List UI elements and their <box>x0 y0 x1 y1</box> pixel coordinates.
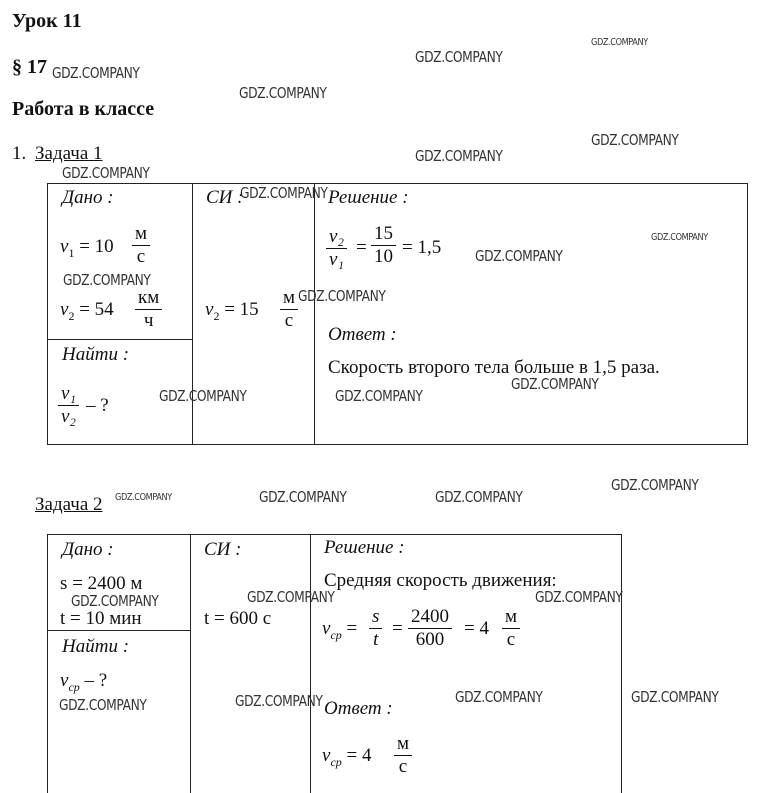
task1-title: Задача 1 <box>35 143 103 164</box>
task2-formula-values: $\frac{2400}{600}$ <box>408 606 452 651</box>
watermark: GDZ.COMPANY <box>455 688 543 706</box>
watermark: GDZ.COMPANY <box>475 247 563 265</box>
task2-time: t = 10 мин <box>60 608 142 629</box>
watermark: GDZ.COMPANY <box>239 84 327 102</box>
watermark: GDZ.COMPANY <box>591 37 648 48</box>
watermark: GDZ.COMPANY <box>611 476 699 494</box>
watermark: GDZ.COMPANY <box>415 48 503 66</box>
watermark: GDZ.COMPANY <box>631 688 719 706</box>
task2-si-value: t = 600 с <box>204 608 272 629</box>
watermark: GDZ.COMPANY <box>259 488 347 506</box>
task2-solution-label: Решение : <box>324 537 405 558</box>
watermark: GDZ.COMPANY <box>415 147 503 165</box>
watermark: GDZ.COMPANY <box>115 492 172 503</box>
task2-formula-result: = 4 <box>464 618 489 639</box>
watermark: GDZ.COMPANY <box>59 696 147 714</box>
watermark: GDZ.COMPANY <box>298 287 386 305</box>
watermark: GDZ.COMPANY <box>159 387 247 405</box>
task1-solution-result: = 1,5 <box>402 237 442 258</box>
task1-find-fraction: $\frac{\text{v₁}}{\text{v₂}}$ <box>58 383 79 428</box>
task1-v1-unit: м с <box>132 223 150 268</box>
watermark: GDZ.COMPANY <box>63 271 151 289</box>
task1-number: 1. <box>12 143 27 164</box>
task2-formula-eq2: = <box>392 618 403 639</box>
watermark: GDZ.COMPANY <box>335 387 423 405</box>
section-title: Работа в классе <box>12 98 155 120</box>
task1-si-label: СИ : <box>206 187 244 208</box>
task1-answer-text: Скорость второго тела больше в 1,5 раза. <box>328 357 660 378</box>
task2-si-label: СИ : <box>204 539 242 560</box>
lesson-title: Урок 11 <box>12 10 82 32</box>
task1-si-value: $v_2 = 15$ <box>205 299 259 323</box>
task1-solution-fraction: $\frac{15}{10}$ <box>371 223 396 268</box>
task2-answer-unit: м с <box>394 733 412 778</box>
task1-v1: $v_1 = 10$ <box>60 236 114 260</box>
task1-answer-label: Ответ : <box>328 324 397 345</box>
task2-given-label: Дано : <box>62 539 114 560</box>
watermark: GDZ.COMPANY <box>52 64 140 82</box>
watermark: GDZ.COMPANY <box>535 588 623 606</box>
watermark: GDZ.COMPANY <box>62 164 150 182</box>
task2-find-label: Найти : <box>62 636 130 657</box>
task2-find: $v_{ср}$ – ? <box>60 670 108 694</box>
task1-solution-eq: = <box>356 237 367 258</box>
task2-formula-lhs: $v_{ср}$ = <box>322 618 358 642</box>
paragraph-number: § 17 <box>12 56 47 78</box>
task1-si-unit: м с <box>280 287 298 332</box>
task1-v2-unit: км ч <box>135 287 162 332</box>
watermark: GDZ.COMPANY <box>71 592 159 610</box>
task1-given-label: Дано : <box>62 187 114 208</box>
watermark: GDZ.COMPANY <box>235 692 323 710</box>
task1-find-tail: – ? <box>86 395 109 416</box>
task1-find-label: Найти : <box>62 344 130 365</box>
task2-formula-st: $\frac{s}{t}$ <box>369 606 382 651</box>
task1-solution-ratio: $\frac{\text{v₂}}{\text{v₁}}$ <box>326 226 347 271</box>
watermark: GDZ.COMPANY <box>591 131 679 149</box>
task1-solution-label: Решение : <box>328 187 409 208</box>
task1-v2: $v_2 = 54$ <box>60 299 114 323</box>
task2-formula-unit: м с <box>502 606 520 651</box>
watermark: GDZ.COMPANY <box>511 375 599 393</box>
task2-answer: $v_{ср} = 4$ <box>322 745 372 769</box>
watermark: GDZ.COMPANY <box>240 184 328 202</box>
task2-distance: s = 2400 м <box>60 573 143 594</box>
task2-title: Задача 2 <box>35 494 103 515</box>
watermark: GDZ.COMPANY <box>651 232 708 243</box>
watermark: GDZ.COMPANY <box>435 488 523 506</box>
task2-answer-label: Ответ : <box>324 698 393 719</box>
task2-solution-text: Средняя скорость движения: <box>324 570 557 591</box>
watermark: GDZ.COMPANY <box>247 588 335 606</box>
